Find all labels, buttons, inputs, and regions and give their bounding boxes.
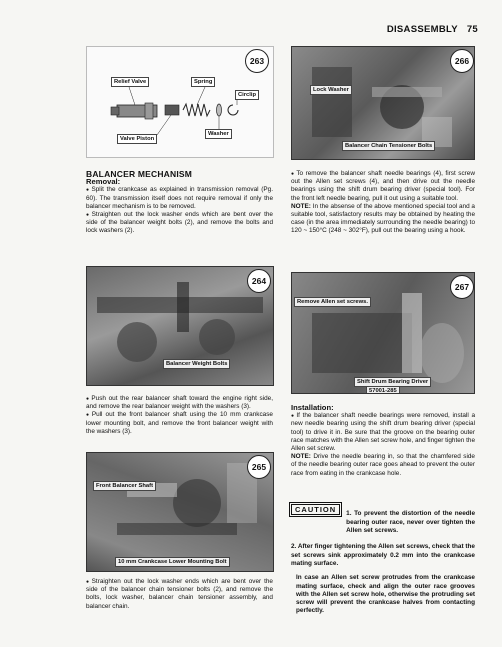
left-text-middle: [86, 395, 273, 436]
washer-label: Washer: [205, 129, 232, 139]
note-text: Drive the needle bearing in, so that the chamfered side of the needle bearing outer race goes ahead to prevent the outer race from eating in the crankcase hole.: [291, 453, 475, 477]
relief-valve-diagram: [87, 47, 273, 157]
page-number: 75: [466, 24, 478, 35]
section-heading: BALANCER MECHANISM: [86, 169, 193, 179]
note-paragraph: [291, 203, 475, 236]
figure-266-photo: [291, 46, 475, 160]
figure-number: 267: [450, 275, 474, 299]
paragraph: ● Split the crankcase as explained in transmission removal (Pg. 60). The transmission itself does not require removal if only the balancer mechanism is to be removed.: [86, 186, 273, 211]
relief-valve-label: Relief Valve: [111, 77, 149, 87]
left-text-top: [86, 170, 273, 236]
figure-263: [86, 46, 274, 158]
caution-item-3: In case an Allen set screw protrudes from the crankcase mating surface, check and align the outer race grooves with the Allen set screw hole, otherwise the protruding set screw will prevent the crankcase halves from contacting perfectly.: [296, 574, 475, 615]
bearing-driver-image: [292, 273, 474, 393]
circlip-label: Circlip: [235, 90, 259, 100]
figure-number: 263: [245, 49, 269, 73]
valve-piston-label: Valve Piston: [117, 134, 157, 144]
figure-264-photo: [86, 266, 274, 386]
page-header: [387, 24, 478, 35]
caution-label: CAUTION: [291, 504, 340, 515]
left-text-bottom: [86, 578, 273, 611]
paragraph: ● Straighten out the lock washer ends which are bent over the side of the balancer weight bolts (2), and remove the bolts and lock washers (2).: [86, 211, 273, 236]
spring-label: Spring: [191, 77, 215, 87]
right-text-bottom: [291, 404, 475, 478]
section-title: DISASSEMBLY: [386, 24, 458, 35]
figure-265-photo: [86, 452, 274, 572]
right-text-top: [291, 170, 475, 236]
figure-267-photo: [291, 272, 475, 394]
note-label: NOTE:: [291, 453, 311, 461]
lock-washer-label: Lock Washer: [310, 85, 352, 95]
figure-number: 265: [247, 455, 271, 479]
paragraph: ● If the balancer shaft needle bearings were removed, install a new needle bearing using the shift drum bearing driver (special tool) to drive it in. Be sure that the groove on the bearing outer race matches with the Allen set screw hole, and finger tighten the Allen set screw.: [291, 412, 475, 453]
note-label: NOTE:: [291, 202, 311, 210]
front-shaft-label: Front Balancer Shaft: [93, 481, 156, 491]
paragraph: ● To remove the balancer shaft needle bearings (4), first screw out the Allen set screws (4), and then drive out the needle bearings using the shift drum bearing driver (special tool). For the front left needle bearing, pull it out using a suitable tool.: [291, 170, 475, 203]
paragraph: ● Push out the rear balancer shaft toward the engine right side, and remove the rear balancer weight with the washers (3).: [86, 395, 273, 411]
allen-screws-label: Remove Allen set screws.: [294, 297, 371, 307]
caution-item-2: 2. After finger tightening the Allen set screws, check that the set screws sink approximately 0.2 mm into the crankcase mating surface.: [291, 543, 475, 567]
paragraph: ● Straighten out the lock washer ends which are bent over the side of the balancer chain tensioner bolts (2), and remove the bolts, lock washer, balancer chain tensioner assembly, and balancer chain.: [86, 578, 273, 611]
part-number-label: 57001-285: [366, 386, 400, 394]
note-paragraph: [291, 453, 475, 478]
mounting-bolt-label: 10 mm Crankcase Lower Mounting Bolt: [115, 557, 230, 567]
bearing-driver-label: Shift Drum Bearing Driver: [354, 377, 431, 387]
weight-bolts-label: Balancer Weight Bolts: [163, 359, 230, 369]
paragraph: ● Pull out the front balancer shaft using the 10 mm crankcase lower mounting bolt, and remove the front balancer weight with the washers (3).: [86, 411, 273, 436]
figure-number: 264: [247, 269, 271, 293]
installation-heading: Installation:: [291, 403, 334, 412]
removal-heading: Removal:: [86, 177, 121, 187]
caution-item-1: 1. To prevent the distortion of the needle bearing outer race, never over tighten the Allen set screws.: [346, 510, 475, 534]
caution-block: [291, 504, 475, 622]
relief-valve-parts: [111, 87, 238, 135]
front-balancer-image: [87, 453, 273, 571]
tensioner-bolts-label: Balancer Chain Tensioner Bolts: [342, 141, 435, 151]
note-text: In the absense of the above mentioned special tool and a suitable tool, satisfactory results may be obtained by heating the case (in the area immediately surrounding the needle bearing) to 120 ~ 150°C (248 ~ 302°F), pull out the bearing using a hook.: [291, 202, 475, 235]
figure-number: 266: [450, 49, 474, 73]
